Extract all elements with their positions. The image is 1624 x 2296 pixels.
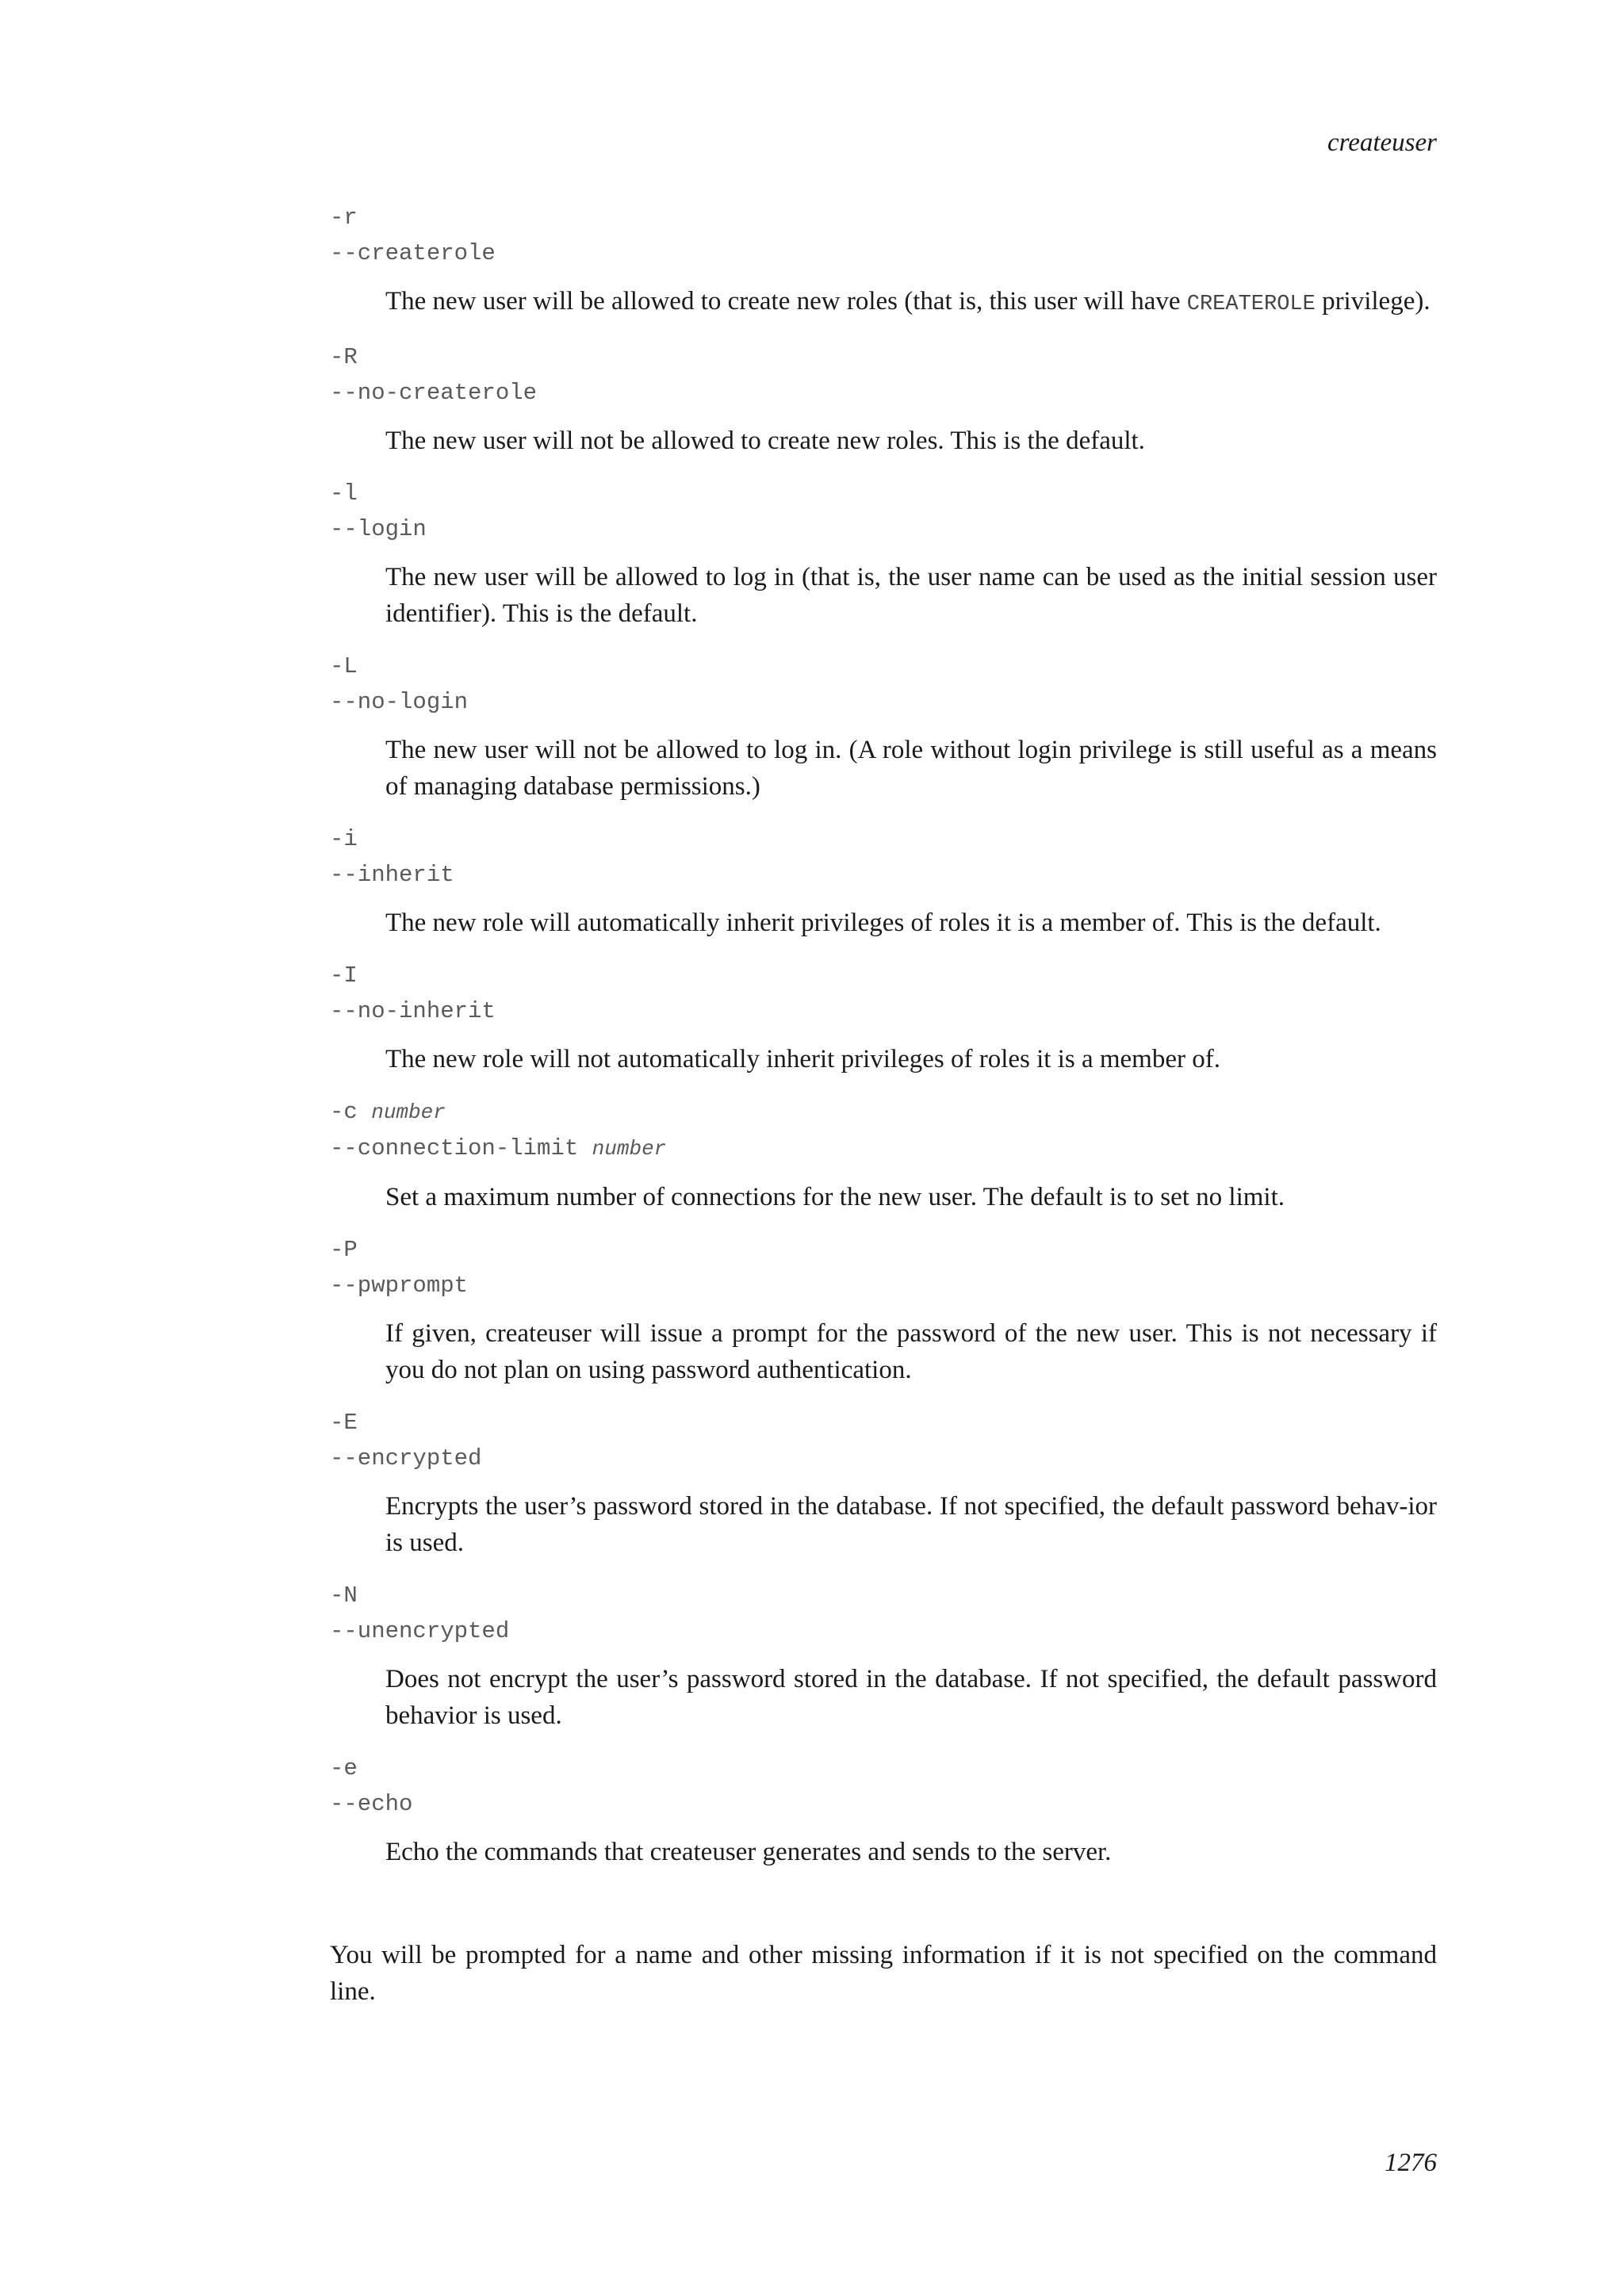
option-inherit xyxy=(330,821,1437,941)
option-long: --createrole xyxy=(330,240,496,266)
page-number: 1276 xyxy=(1385,2149,1437,2177)
option-createrole xyxy=(330,200,1437,323)
option-long: --inherit xyxy=(330,862,454,888)
option-short: -E xyxy=(330,1410,358,1436)
option-long: --no-inherit xyxy=(330,998,496,1024)
option-description: The new role will automatically inherit privileges of roles it is a member of. This is the default. xyxy=(385,909,1381,937)
option-long: --pwprompt xyxy=(330,1272,469,1299)
option-description: Set a maximum number of connections for the new user. The default is to set no limit. xyxy=(385,1183,1285,1211)
option-short: -I xyxy=(330,962,358,989)
running-header: createuser xyxy=(1327,128,1437,157)
option-unencrypted xyxy=(330,1578,1437,1734)
option-long: --no-createrole xyxy=(330,380,538,406)
option-no-login xyxy=(330,649,1437,805)
option-pwprompt xyxy=(330,1232,1437,1388)
option-flag: -c xyxy=(330,1099,358,1125)
option-short: -N xyxy=(330,1582,358,1609)
option-long: --unencrypted xyxy=(330,1618,510,1644)
option-long: --login xyxy=(330,516,427,542)
option-description: Encrypts the user’s password stored in the database. If not specified, the default password behav-ior is used. xyxy=(385,1492,1437,1557)
option-short: -L xyxy=(330,653,358,679)
option-connection-limit xyxy=(330,1094,1437,1215)
option-long xyxy=(330,1131,1437,1167)
option-short: -e xyxy=(330,1755,358,1781)
option-description: The new user will not be allowed to log in. (A role without login privilege is still useful as a means of managing database permissions.) xyxy=(385,736,1437,801)
option-no-inherit xyxy=(330,958,1437,1077)
option-description: The new role will not automatically inherit privileges of roles it is a member of. xyxy=(385,1045,1220,1073)
option-description: The new user will not be allowed to create new roles. This is the default. xyxy=(385,427,1145,455)
option-description: Does not encrypt the user’s password stored in the database. If not specified, the default password behavior is used. xyxy=(385,1665,1437,1730)
option-list xyxy=(330,200,1437,2010)
option-short: -R xyxy=(330,344,358,370)
option-description: The new user will be allowed to log in (that is, the user name can be used as the initial session user identifier). This is the default. xyxy=(385,563,1437,628)
option-no-createrole xyxy=(330,339,1437,459)
option-long: --echo xyxy=(330,1791,413,1817)
description-text: The new user will be allowed to create new roles (that is, this user will have xyxy=(385,287,1187,316)
option-argument: number xyxy=(592,1137,667,1161)
option-long: --no-login xyxy=(330,689,469,715)
option-encrypted xyxy=(330,1405,1437,1561)
option-description: Echo the commands that createuser generates and sends to the server. xyxy=(385,1838,1112,1866)
option-description xyxy=(385,283,1437,323)
option-echo xyxy=(330,1751,1437,1870)
option-flag: --connection-limit xyxy=(330,1135,579,1161)
option-short: -l xyxy=(330,480,358,507)
option-long: --encrypted xyxy=(330,1445,482,1471)
option-argument: number xyxy=(371,1100,446,1124)
option-short: -i xyxy=(330,826,358,852)
option-short: -P xyxy=(330,1237,358,1263)
description-text: privilege). xyxy=(1315,287,1431,316)
option-short xyxy=(330,1094,1437,1131)
option-short: -r xyxy=(330,205,358,231)
inline-code: CREATEROLE xyxy=(1186,293,1316,316)
option-description: If given, createuser will issue a prompt for the password of the new user. This is not necessary if you do not plan on using password authentication. xyxy=(385,1319,1437,1384)
closing-paragraph: You will be prompted for a name and other missing information if it is not specified on the command line. xyxy=(330,1941,1437,2006)
option-login xyxy=(330,476,1437,632)
